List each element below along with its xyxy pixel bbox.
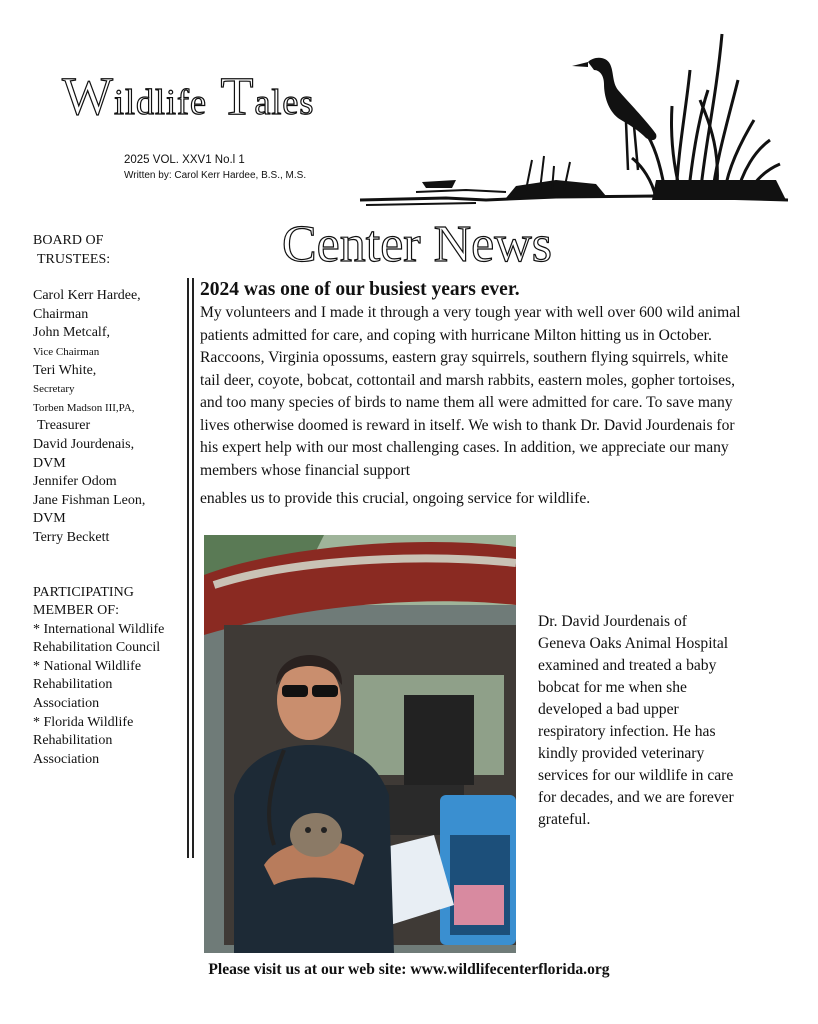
membership-list — [33, 621, 193, 770]
newsletter-title — [62, 66, 314, 132]
title-letter: W — [62, 66, 114, 126]
trustee-name: Jennifer Odom — [33, 474, 117, 490]
website-footer: Please visit us at our web site: www.wildlifecenterflorida.org — [208, 961, 610, 978]
trustee-list — [33, 287, 193, 547]
trustee-role: Chairman — [33, 306, 89, 322]
photo-caption: Dr. David Jourdenais of Geneva Oaks Animal Hospital examined and treated a baby bobcat for me when she developed a bad upper respiratory infection. He has kindly provided veterinary services for our wildlife in care for decades, and we are forever grateful. — [538, 613, 734, 828]
article-paragraph: My volunteers and I made it through a very tough year with well over 600 wild animal patients admitted for care, and coping with hurricane Milton hitting us in October. Raccoons, Virginia opossums, eastern gray squirrels, southern flying squirrels, white tail deer, coyote, bobcat, cottontail and marsh rabbits, eastern moles, gopher tortoises, and too many species of birds to name them all were admitted for care. To save many lives otherwise doomed is reward in itself. We wish to thank Dr. David Jourdenais for his expert help with our most challenging cases. In addition, we appreciate our many members whose financial support — [200, 304, 741, 479]
board-heading: BOARD OF TRUSTEES: — [33, 233, 111, 267]
trustee-name: Teri White, — [33, 362, 97, 378]
column-divider — [187, 278, 189, 858]
veterinarian-with-bobcat-photo — [204, 535, 516, 953]
article-headline: 2024 was one of our busiest years ever. — [200, 279, 520, 300]
byline: Written by: Carol Kerr Hardee, B.S., M.S. — [124, 170, 307, 181]
member-heading: PARTICIPATING MEMBER OF: — [33, 584, 134, 619]
title-word: ildlife — [113, 82, 207, 122]
section-title: Center News — [282, 216, 553, 273]
title-letter: T — [220, 66, 255, 126]
membership-item: * National Wildlife Rehabilitation Association — [33, 658, 142, 712]
column-divider — [192, 278, 194, 858]
trustee-role: Vice Chairman — [33, 345, 100, 358]
trustee-role: Treasurer — [37, 418, 91, 434]
trustee-role: Secretary — [33, 383, 75, 396]
article-paragraph-end: enables us to provide this crucial, ongoing service for wildlife. — [200, 490, 591, 507]
title-word: ales — [254, 82, 315, 122]
trustee-name: Torben Madson III,PA, — [33, 401, 135, 414]
trustee-name: John Metcalf, — [33, 325, 110, 341]
trustee-name: Terry Beckett — [33, 529, 110, 545]
trustee-name: Jane Fishman Leon, — [33, 492, 146, 508]
trustee-role: DVM — [33, 511, 66, 527]
membership-item: * International Wildlife Rehabilitation Council — [33, 621, 165, 656]
article-body — [200, 302, 745, 511]
trustee-name: David Jourdenais, — [33, 436, 135, 452]
heron-marsh-logo-icon — [356, 30, 792, 210]
trustee-name: Carol Kerr Hardee, — [33, 288, 141, 304]
membership-item: * Florida Wildlife Rehabilitation Association — [33, 714, 134, 767]
trustee-role: DVM — [33, 455, 66, 471]
issue-number: 2025 VOL. XXV1 No.l 1 — [124, 154, 245, 166]
sidebar — [33, 232, 193, 769]
